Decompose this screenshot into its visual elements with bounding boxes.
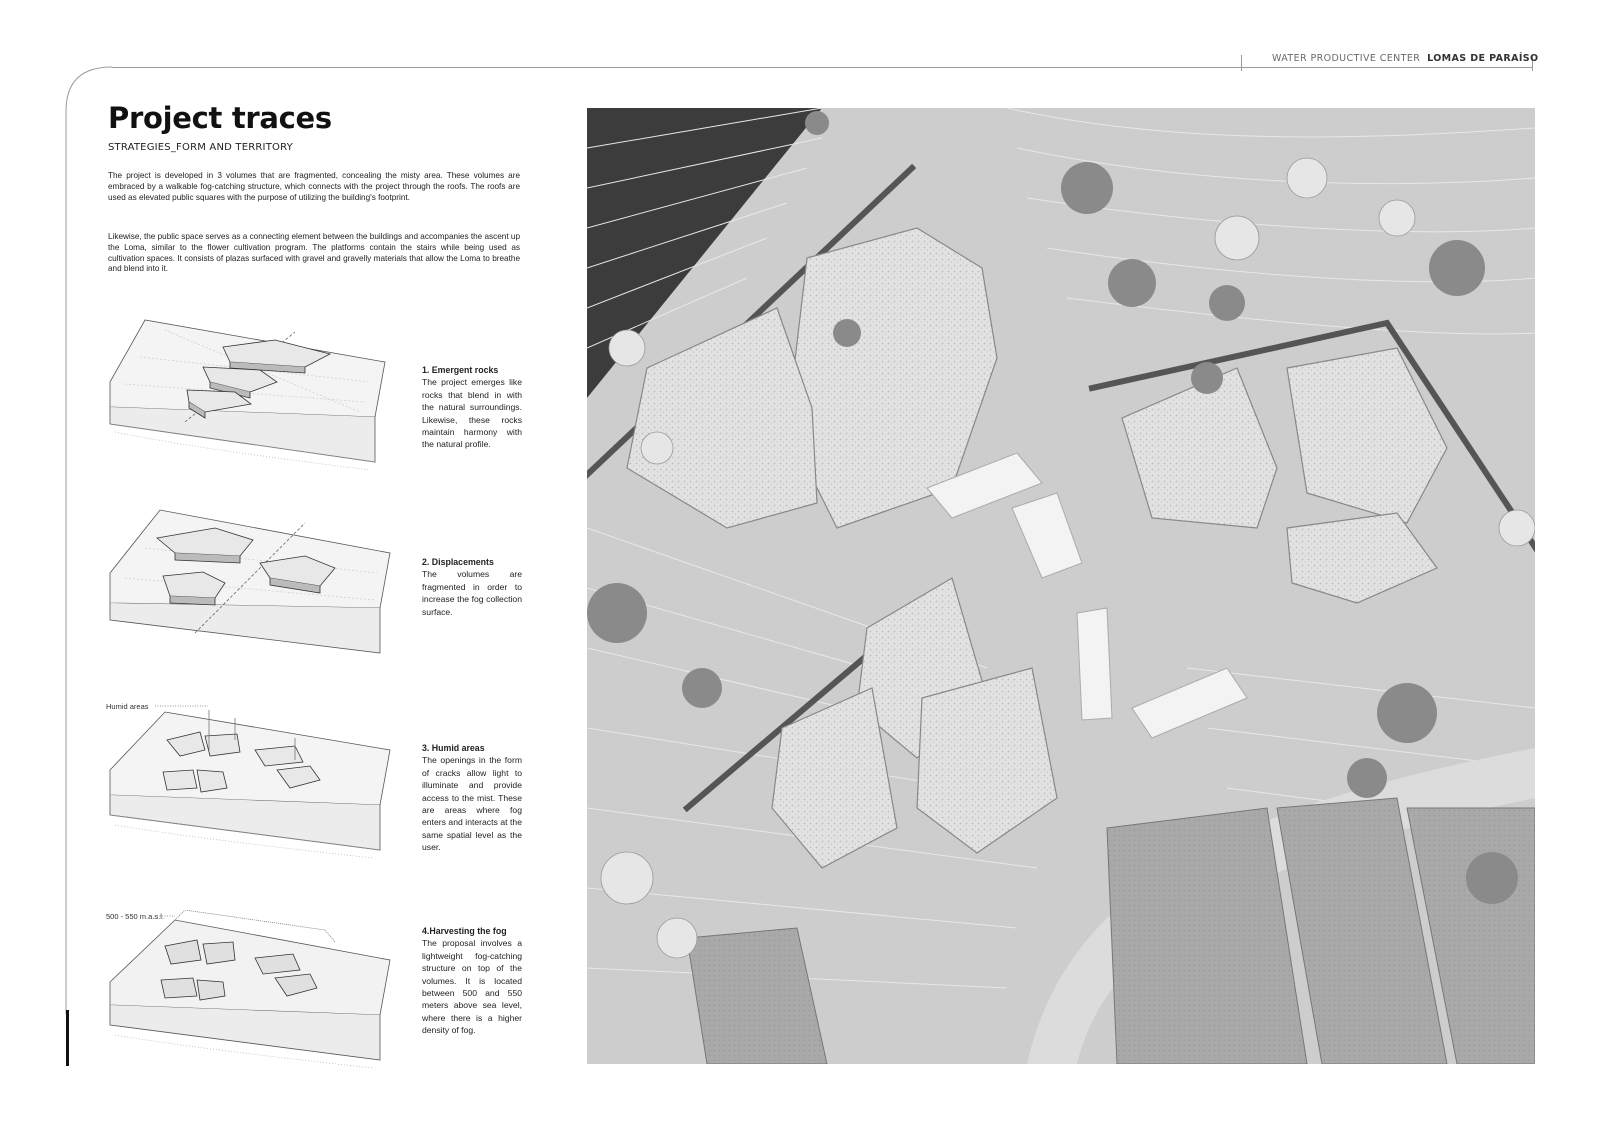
- header-tick-left: [1241, 55, 1242, 71]
- strategy-harvesting-fog: [422, 925, 522, 1037]
- strategy-emergent-rocks: [422, 364, 522, 451]
- label-altitude: 500 - 550 m.a.s.l.: [106, 912, 164, 921]
- header-prefix: WATER PRODUCTIVE CENTER: [1272, 53, 1421, 64]
- intro-paragraph-1: The project is developed in 3 volumes that are fragmented, concealing the misty area. These volumes are embraced by a walkable fog-catching structure, which connects with the project through the roofs. The roofs are used as elevated public squares with the purpose of utilizing the building's footprint.: [108, 171, 520, 202]
- top-rule: [112, 67, 1532, 68]
- diagram-displacements: [105, 508, 395, 678]
- page-title: Project traces: [108, 101, 332, 135]
- header-project-name: LOMAS DE PARAÍSO: [1427, 53, 1539, 64]
- strategy-displacements: [422, 556, 522, 618]
- left-accent-bar: [66, 1010, 69, 1066]
- strategy-title: 4.Harvesting the fog: [422, 926, 507, 936]
- intro-paragraph-2: Likewise, the public space serves as a connecting element between the buildings and accompanies the ascent up the Loma, similar to the flower cultivation program. The platforms contain the stairs while being used as cultivation spaces. It consists of plazas surfaced with gravel and gravelly materials that allow the Loma to breathe and blend into it.: [108, 232, 520, 274]
- subtitle: STRATEGIES_FORM AND TERRITORY: [108, 142, 293, 153]
- label-humid-areas: Humid areas: [106, 702, 149, 711]
- strategy-title: 1. Emergent rocks: [422, 365, 499, 375]
- strategy-body: The proposal involves a lightweight fog-catching structure on top of the volumes. It is located between 500 and 550 meters above sea level, where there is a higher density of fog.: [422, 938, 522, 1036]
- strategy-title: 3. Humid areas: [422, 743, 485, 753]
- diagram-emergent-rocks: [105, 312, 395, 482]
- strategy-body: The project emerges like rocks that blend in with the natural surroundings. Likewise, these rocks maintain harmony with the natural profile.: [422, 377, 522, 450]
- strategy-body: The openings in the form of cracks allow light to illuminate and provide access to the mist. These are areas where fog enters and interacts at the same spatial level as the user.: [422, 755, 522, 853]
- site-plan: [587, 108, 1535, 1064]
- strategy-body: The volumes are fragmented in order to increase the fog collection surface.: [422, 569, 522, 617]
- header-label: [1272, 53, 1539, 64]
- strategy-title: 2. Displacements: [422, 557, 494, 567]
- diagram-harvesting-fog: [105, 910, 395, 1080]
- diagram-humid-areas: [105, 700, 395, 870]
- strategy-humid-areas: [422, 742, 522, 854]
